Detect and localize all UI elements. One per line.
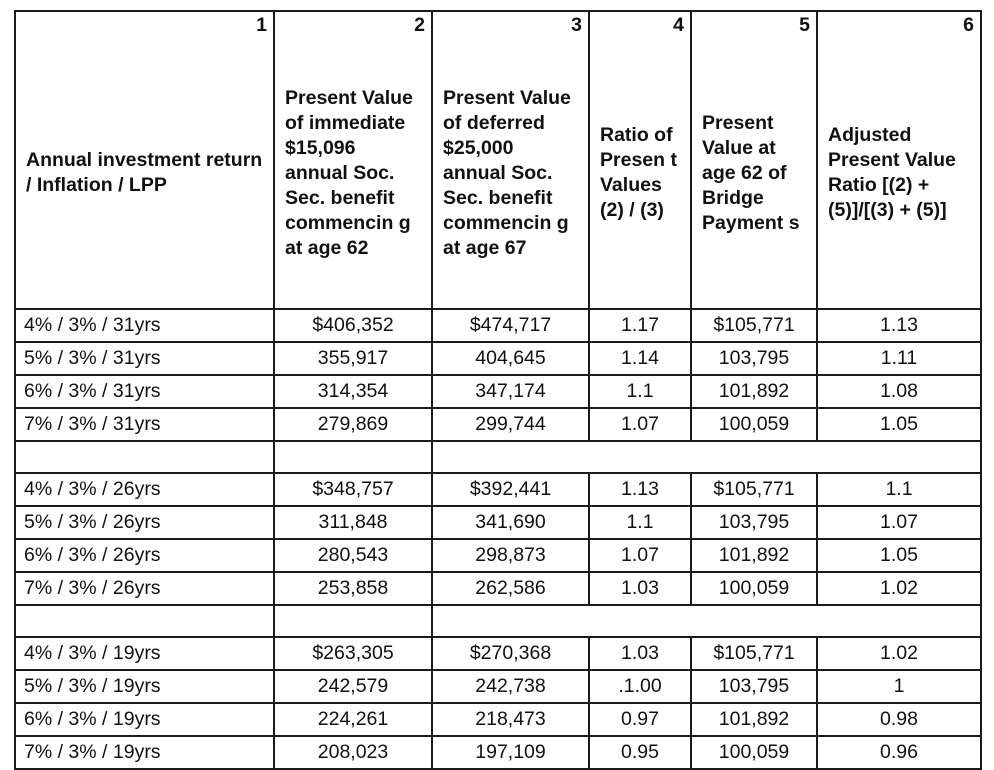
- value-cell: 1: [817, 670, 981, 703]
- value-cell: 101,892: [691, 539, 817, 572]
- spacer-cell: [274, 605, 432, 637]
- value-cell: 100,059: [691, 736, 817, 769]
- value-cell: 103,795: [691, 670, 817, 703]
- table-row: [15, 736, 981, 769]
- header-row: [15, 38, 981, 309]
- spacer-cell: [432, 605, 981, 637]
- value-cell: 197,109: [432, 736, 589, 769]
- value-cell: 311,848: [274, 506, 432, 539]
- value-cell: 1.1: [589, 375, 691, 408]
- row-label-cell: 6% / 3% / 31yrs: [15, 375, 274, 408]
- row-label-cell: 7% / 3% / 31yrs: [15, 408, 274, 441]
- spacer-cell: [274, 441, 432, 473]
- value-cell: 224,261: [274, 703, 432, 736]
- row-label-cell: 5% / 3% / 31yrs: [15, 342, 274, 375]
- value-cell: 100,059: [691, 572, 817, 605]
- value-cell: 1.02: [817, 572, 981, 605]
- value-cell: 1.13: [817, 309, 981, 342]
- table-body: [15, 11, 981, 769]
- value-cell: $263,305: [274, 637, 432, 670]
- value-cell: $406,352: [274, 309, 432, 342]
- value-cell: 0.97: [589, 703, 691, 736]
- table-row: [15, 473, 981, 506]
- value-cell: .1.00: [589, 670, 691, 703]
- value-cell: 341,690: [432, 506, 589, 539]
- value-cell: 103,795: [691, 342, 817, 375]
- value-cell: 404,645: [432, 342, 589, 375]
- header-bridge-payments: Present Value at age 62 of Bridge Payment s: [691, 38, 817, 309]
- value-cell: 1.05: [817, 408, 981, 441]
- value-cell: 1.07: [589, 539, 691, 572]
- value-cell: 280,543: [274, 539, 432, 572]
- header-investment-return: Annual investment return / Inflation / LPP: [15, 38, 274, 309]
- value-cell: $105,771: [691, 637, 817, 670]
- table-row: [15, 408, 981, 441]
- table-row: [15, 572, 981, 605]
- row-label-cell: 7% / 3% / 26yrs: [15, 572, 274, 605]
- value-cell: 208,023: [274, 736, 432, 769]
- column-number-4: 4: [589, 11, 691, 38]
- value-cell: 1.08: [817, 375, 981, 408]
- value-cell: $270,368: [432, 637, 589, 670]
- value-cell: 0.96: [817, 736, 981, 769]
- value-cell: $105,771: [691, 473, 817, 506]
- column-number-5: 5: [691, 11, 817, 38]
- value-cell: 101,892: [691, 703, 817, 736]
- table-row: [15, 342, 981, 375]
- table-row: [15, 637, 981, 670]
- row-label-cell: 4% / 3% / 31yrs: [15, 309, 274, 342]
- value-cell: 1.17: [589, 309, 691, 342]
- value-cell: 101,892: [691, 375, 817, 408]
- value-cell: 1.03: [589, 572, 691, 605]
- group-spacer-row: [15, 441, 981, 473]
- value-cell: 1.03: [589, 637, 691, 670]
- value-cell: 1.07: [817, 506, 981, 539]
- value-cell: 1.13: [589, 473, 691, 506]
- value-cell: 0.98: [817, 703, 981, 736]
- row-label-cell: 7% / 3% / 19yrs: [15, 736, 274, 769]
- table-row: [15, 539, 981, 572]
- table-row: [15, 670, 981, 703]
- header-pv-immediate: Present Value of immediate $15,096 annual Soc. Sec. benefit commencin g at age 62: [274, 38, 432, 309]
- value-cell: $392,441: [432, 473, 589, 506]
- value-cell: 242,738: [432, 670, 589, 703]
- column-number-3: 3: [432, 11, 589, 38]
- value-cell: $105,771: [691, 309, 817, 342]
- value-cell: 1.07: [589, 408, 691, 441]
- header-pv-deferred: Present Value of deferred $25,000 annual Soc. Sec. benefit commencin g at age 67: [432, 38, 589, 309]
- value-cell: $474,717: [432, 309, 589, 342]
- value-cell: 355,917: [274, 342, 432, 375]
- value-cell: $348,757: [274, 473, 432, 506]
- row-label-cell: 4% / 3% / 19yrs: [15, 637, 274, 670]
- group-spacer-row: [15, 605, 981, 637]
- header-adjusted-ratio: Adjusted Present Value Ratio [(2) + (5)]/[(3) + (5)]: [817, 38, 981, 309]
- header-ratio: Ratio of Presen t Values (2) / (3): [589, 38, 691, 309]
- present-value-table: [14, 10, 982, 770]
- value-cell: 299,744: [432, 408, 589, 441]
- column-number-row: [15, 11, 981, 38]
- row-label-cell: 5% / 3% / 19yrs: [15, 670, 274, 703]
- table-row: [15, 703, 981, 736]
- row-label-cell: 5% / 3% / 26yrs: [15, 506, 274, 539]
- value-cell: 347,174: [432, 375, 589, 408]
- spacer-cell: [432, 441, 981, 473]
- column-number-1: 1: [15, 11, 274, 38]
- row-label-cell: 4% / 3% / 26yrs: [15, 473, 274, 506]
- table-row: [15, 309, 981, 342]
- value-cell: 314,354: [274, 375, 432, 408]
- spacer-cell: [15, 441, 274, 473]
- value-cell: 1.1: [817, 473, 981, 506]
- value-cell: 218,473: [432, 703, 589, 736]
- value-cell: 242,579: [274, 670, 432, 703]
- value-cell: 1.14: [589, 342, 691, 375]
- value-cell: 0.95: [589, 736, 691, 769]
- spacer-cell: [15, 605, 274, 637]
- row-label-cell: 6% / 3% / 19yrs: [15, 703, 274, 736]
- table-row: [15, 506, 981, 539]
- value-cell: 262,586: [432, 572, 589, 605]
- value-cell: 1.05: [817, 539, 981, 572]
- value-cell: 279,869: [274, 408, 432, 441]
- value-cell: 298,873: [432, 539, 589, 572]
- row-label-cell: 6% / 3% / 26yrs: [15, 539, 274, 572]
- value-cell: 103,795: [691, 506, 817, 539]
- value-cell: 1.11: [817, 342, 981, 375]
- value-cell: 1.1: [589, 506, 691, 539]
- value-cell: 100,059: [691, 408, 817, 441]
- value-cell: 1.02: [817, 637, 981, 670]
- table-row: [15, 375, 981, 408]
- value-cell: 253,858: [274, 572, 432, 605]
- column-number-6: 6: [817, 11, 981, 38]
- column-number-2: 2: [274, 11, 432, 38]
